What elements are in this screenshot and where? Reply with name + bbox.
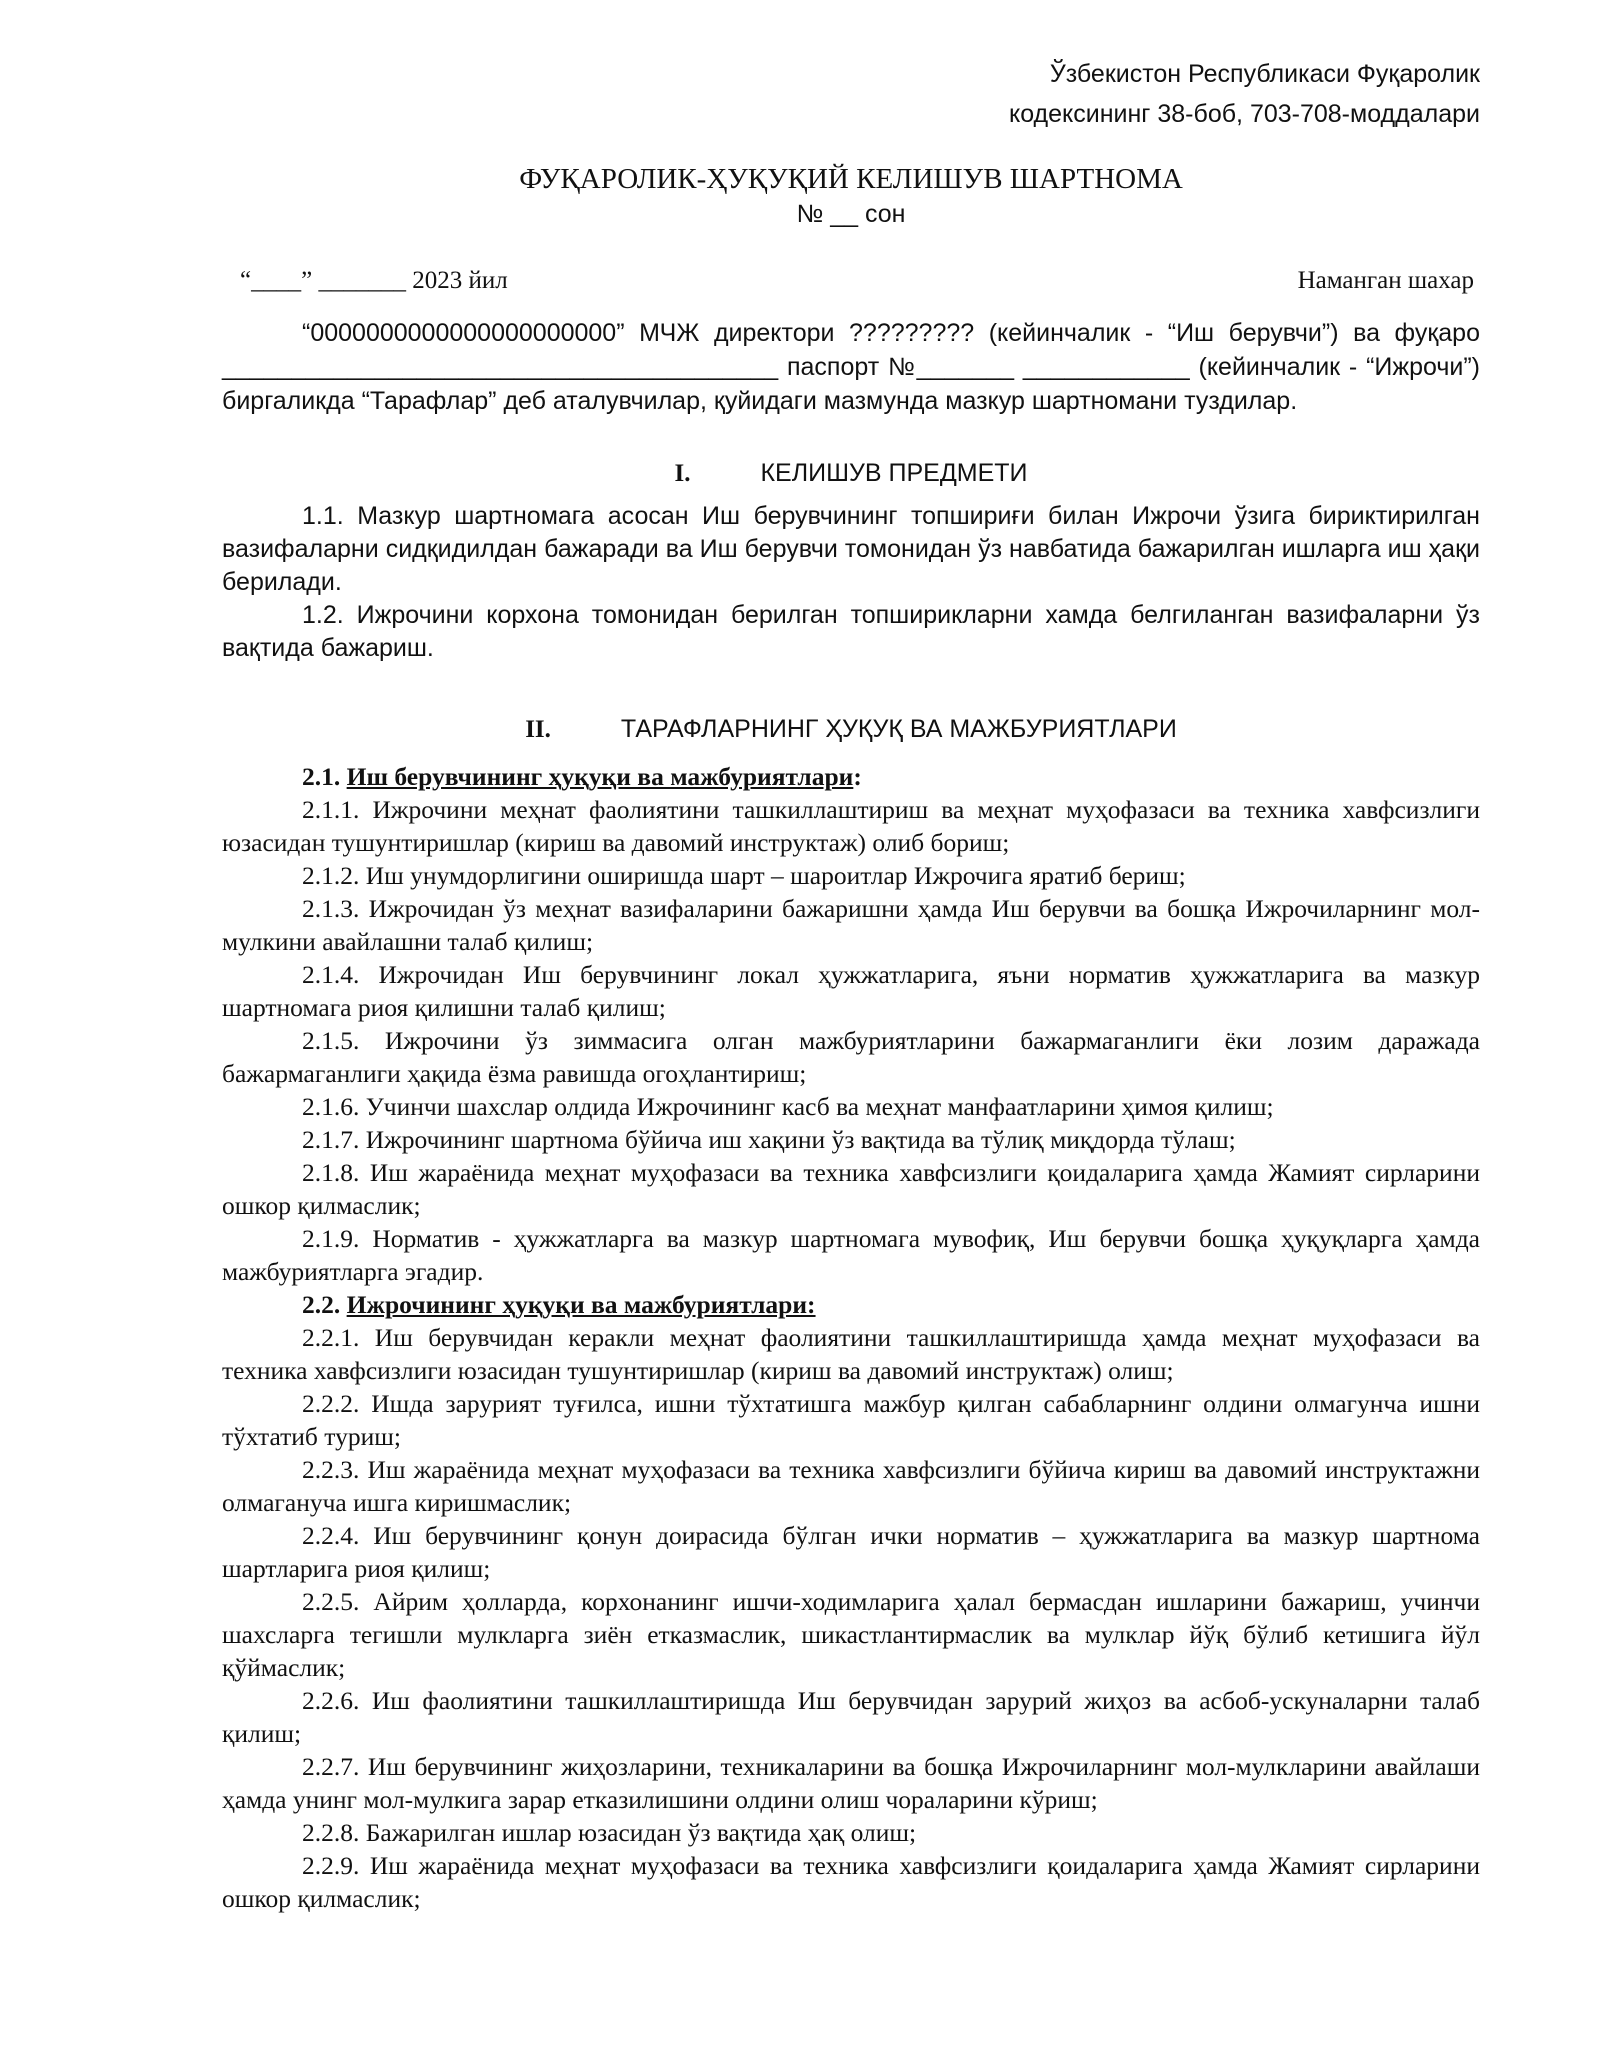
clause-2-2-6: 2.2.6. Иш фаолиятини ташкиллаштиришда Иш берувчидан зарурий жиҳоз ва асбоб-ускуналарни талаб қилиш; (222, 1686, 1480, 1748)
clause-2-1-2: 2.1.2. Иш унумдорлигини оширишда шарт – шароитлар Ижрочига яратиб бериш; (302, 861, 1186, 890)
clause-2-2-9: 2.2.9. Иш жараёнида меҳнат муҳофазаси ва техника хавфсизлиги қоидаларига ҳамда Жамият сирларини ошкор қилмаслик; (222, 1851, 1480, 1913)
clause-2-2-7: 2.2.7. Иш берувчининг жиҳозларини, техникаларини ва бошқа Ижрочиларнинг мол-мулкларини авайлаши ҳамда унинг мол-мулкига зарар етказилишини олдини олиш чораларини кўриш; (222, 1752, 1480, 1814)
clause-2-1-5: 2.1.5. Ижрочини ўз зиммасига олган мажбуриятларини бажармаганлиги ёки лозим даражада бажармаганлиги ҳақида ёзма равишда огоҳлантириш; (222, 1026, 1480, 1088)
clause-2-2-2: 2.2.2. Ишда зарурият туғилса, ишни тўхтатишга мажбур қилган сабабларнинг олдини олмагунча ишни тўхтатиб туриш; (222, 1389, 1480, 1451)
legal-reference-line-2: кодексининг 38-боб, 703-708-моддалари (1008, 100, 1480, 128)
clause-2-1-6: 2.1.6. Учинчи шахслар олдида Ижрочининг касб ва меҳнат манфаатларини ҳимоя қилиш; (302, 1092, 1274, 1121)
clause-2-1-1: 2.1.1. Ижрочини меҳнат фаолиятини ташкиллаштириш ва меҳнат муҳофазаси ва техника хавфсизлиги юзасидан тушунтиришлар (кириш ва давомий инструктаж) олиб бориш; (222, 795, 1480, 857)
section-1-number: I. (674, 460, 691, 487)
subsection-2-1-title: Иш берувчининг ҳуқуқи ва мажбуриятлари (346, 762, 854, 791)
clause-2-1-8: 2.1.8. Иш жараёнида меҳнат муҳофазаси ва техника хавфсизлиги қоидаларига ҳамда Жамият сирларини ошкор қилмаслик; (222, 1158, 1480, 1220)
legal-reference-line-1: Ўзбекистон Республикаси Фуқаролик (1049, 60, 1480, 88)
clause-2-1-3: 2.1.3. Ижрочидан ўз меҳнат вазифаларини бажаришни ҳамда Иш берувчи ва бошқа Ижрочиларнинг мол-мулкини авайлашни талаб қилиш; (222, 894, 1480, 956)
section-2-title: ТАРАФЛАРНИНГ ҲУҚУҚ ВА МАЖБУРИЯТЛАРИ (620, 715, 1177, 743)
subsection-2-1-heading (222, 760, 1480, 793)
section-2-heading (222, 712, 1480, 747)
clause-2-1-9: 2.1.9. Норматив - ҳужжатларга ва мазкур шартномага мувофиқ, Иш берувчи бошқа ҳуқуқларга ҳамда мажбуриятларга эгадир. (222, 1224, 1480, 1286)
subsection-2-1-number: 2.1. (302, 762, 347, 791)
clause-2-2-1: 2.2.1. Иш берувчидан керакли меҳнат фаолиятини ташкиллаштиришда ҳамда меҳнат муҳофазаси ва техника хавфсизлиги юзасидан тушунтиришлар (кириш ва давомий инструктаж) олиш; (222, 1323, 1480, 1385)
clause-2-1-4: 2.1.4. Ижрочидан Иш берувчининг локал ҳужжатларига, яъни норматив ҳужжатларига ва мазкур шартномага риоя қилишни талаб қилиш; (222, 960, 1480, 1022)
clause-2-2-8: 2.2.8. Бажарилган ишлар юзасидан ўз вақтида ҳақ олиш; (302, 1818, 917, 1847)
section-1-body (222, 500, 1480, 665)
clause-2-2-5: 2.2.5. Айрим ҳолларда, корхонанинг ишчи-ходимларига ҳалал бермасдан ишларини бажариш, учинчи шахсларга тегишли мулкларга зиён етказмаслик, шикастлантирмаслик ва мулклар йўқ бўлиб кетишига йўл қўймаслик; (222, 1587, 1480, 1682)
subsection-2-2-heading (222, 1288, 1480, 1321)
clause-2-2-3: 2.2.3. Иш жараёнида меҳнат муҳофазаси ва техника хавфсизлиги бўйича кириш ва давомий инструктажни олмагануча ишга киришмаслик; (222, 1455, 1480, 1517)
intro-paragraph (222, 316, 1480, 418)
clause-2-1-7: 2.1.7. Ижрочининг шартнома бўйича иш хақини ўз вақтида ва тўлиқ миқдорда тўлаш; (302, 1125, 1236, 1154)
subsection-2-1-colon: : (853, 762, 862, 791)
date-line: “____” _______ 2023 йил (240, 267, 508, 294)
section-1-title: КЕЛИШУВ ПРЕДМЕТИ (760, 459, 1028, 487)
subsection-2-2-number: 2.2. (302, 1290, 347, 1319)
legal-reference (1009, 54, 1480, 134)
clause-2-2-4: 2.2.4. Иш берувчининг қонун доирасида бўлган ички норматив – ҳужжатларига ва мазкур шартнома шартларига риоя қилиш; (222, 1521, 1480, 1583)
section-2-number: II. (525, 716, 551, 743)
section-2-body (222, 760, 1480, 1915)
city: Наманган шахар (1297, 267, 1474, 294)
document-title: ФУҚАРОЛИК-ҲУҚУҚИЙ КЕЛИШУВ ШАРТНОМА (519, 163, 1183, 195)
document-number: № __ сон (796, 200, 906, 228)
intro-text: “0000000000000000000000” МЧЖ директори ????????? (кейинчалик - “Иш берувчи”) ва фуқаро ________________________________________ паспорт №_______ ____________ (кейинчалик - “Ижрочи”) биргаликда “Тарафлар” деб аталувчилар, қуйидаги мазмунда мазкур шартномани туздилар. (222, 319, 1480, 415)
section-1-heading (222, 456, 1480, 491)
clause-1-2: 1.2. Ижрочини корхона томонидан берилган топширикларни хамда белгиланган вазифаларни ўз вақтида бажариш. (222, 601, 1480, 662)
clause-1-1: 1.1. Мазкур шартномага асосан Иш берувчининг топшириғи билан Ижрочи ўзига бириктирилган вазифаларни сидқидилдан бажаради ва Иш берувчи томонидан ўз навбатида бажарилган ишларга иш ҳақи берилади. (222, 502, 1480, 596)
subsection-2-2-title: Ижрочининг ҳуқуқи ва мажбуриятлари: (346, 1290, 816, 1319)
